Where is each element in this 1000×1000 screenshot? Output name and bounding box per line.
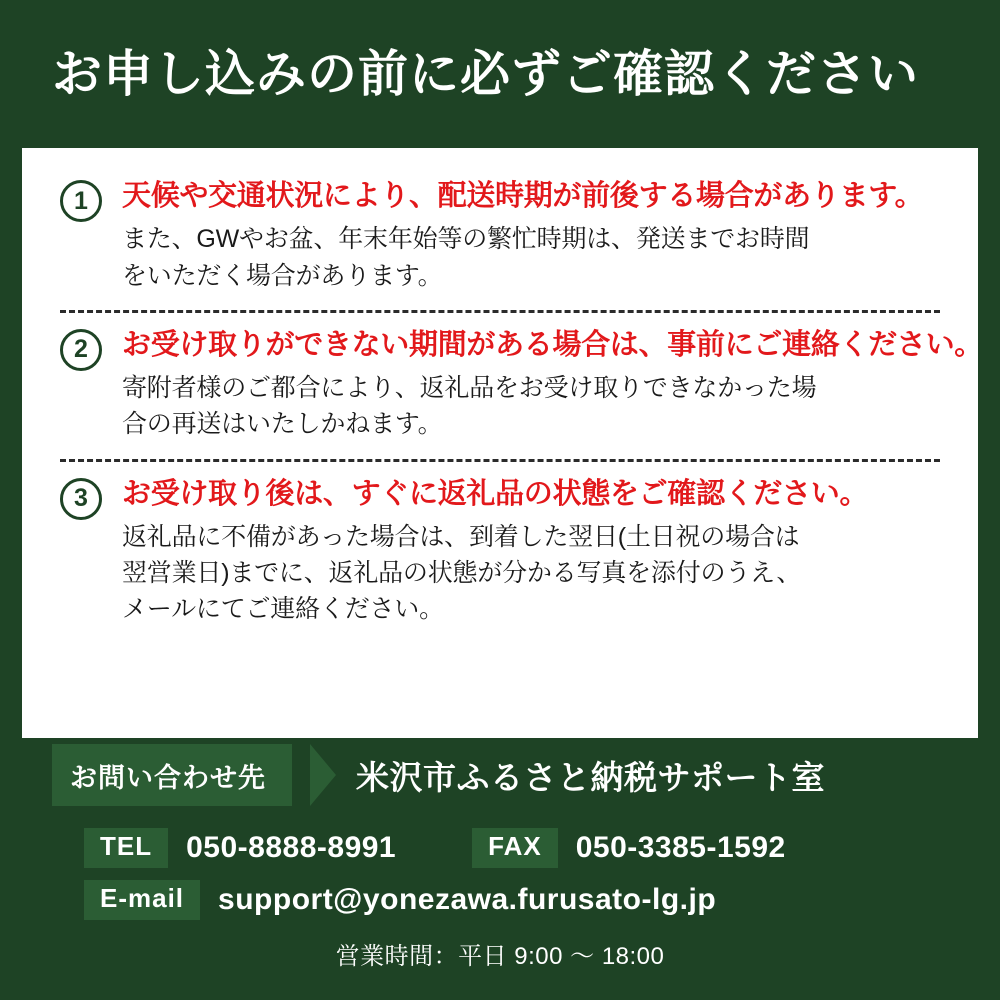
notice-body [122, 178, 940, 294]
fax-group [472, 828, 786, 868]
contact-band [0, 744, 1000, 814]
notice-number-badge: 2 [60, 329, 102, 371]
notice-text [122, 519, 940, 628]
dashed-divider [60, 310, 940, 313]
dashed-divider [60, 459, 940, 462]
notice-item [60, 178, 940, 294]
notice-text-line: 返礼品に不備があった場合は、到着した翌日(土日祝の場合は [122, 522, 800, 551]
notice-text-line: 寄附者様のご都合により、返礼品をお受け取りできなかった場 [122, 374, 817, 402]
notice-item [60, 327, 984, 443]
fax-value: 050-3385-1592 [575, 830, 786, 864]
notice-number-badge: 1 [60, 180, 102, 222]
notice-heading: お受け取りができない期間がある場合は、事前にご連絡ください。 [122, 328, 984, 361]
notice-text [122, 221, 940, 294]
notice-text [122, 370, 983, 443]
poster-header [0, 0, 1000, 148]
notice-text-line: 翌営業日)までに、返礼品の状態が分かる写真を添付のうえ、 [122, 559, 802, 587]
contact-label: お問い合わせ先 [52, 744, 292, 806]
business-hours: 営業時間：平日 9:00 〜 18:00 [335, 942, 665, 970]
notice-text-line: メールにてご連絡ください。 [122, 595, 444, 624]
tel-label: TEL [84, 828, 168, 868]
notice-panel [22, 148, 984, 738]
tel-group [84, 828, 396, 868]
tel-value[interactable]: 050-8888-8991 [186, 830, 397, 864]
notice-body [122, 476, 940, 628]
contact-details [0, 828, 1000, 971]
notice-body [122, 327, 983, 443]
arrow-right-icon [310, 744, 336, 806]
contact-row-email [0, 880, 1000, 920]
fax-label: FAX [472, 828, 558, 868]
email-value[interactable]: support@yonezawa.furusato-lg.jp [218, 882, 717, 916]
contact-office-name: 米沢市ふるさと納税サポート室 [356, 758, 825, 796]
notice-number-badge: 3 [60, 478, 102, 520]
notice-text-line: また、GWやお盆、年末年始等の繁忙時期は、発送までお時間 [122, 225, 810, 254]
notice-text-line: をいただく場合があります。 [122, 261, 443, 290]
notice-item [60, 476, 940, 628]
notice-heading: 天候や交通状況により、配送時期が前後する場合があります。 [122, 180, 924, 212]
page-title: お申し込みの前に必ずご確認ください [52, 46, 919, 102]
contact-row-phone [0, 828, 1000, 868]
notice-text-line: 合の再送はいたしかねます。 [122, 410, 443, 439]
email-label: E-mail [84, 880, 200, 920]
notice-heading: お受け取り後は、すぐに返礼品の状態をご確認ください。 [122, 477, 869, 510]
